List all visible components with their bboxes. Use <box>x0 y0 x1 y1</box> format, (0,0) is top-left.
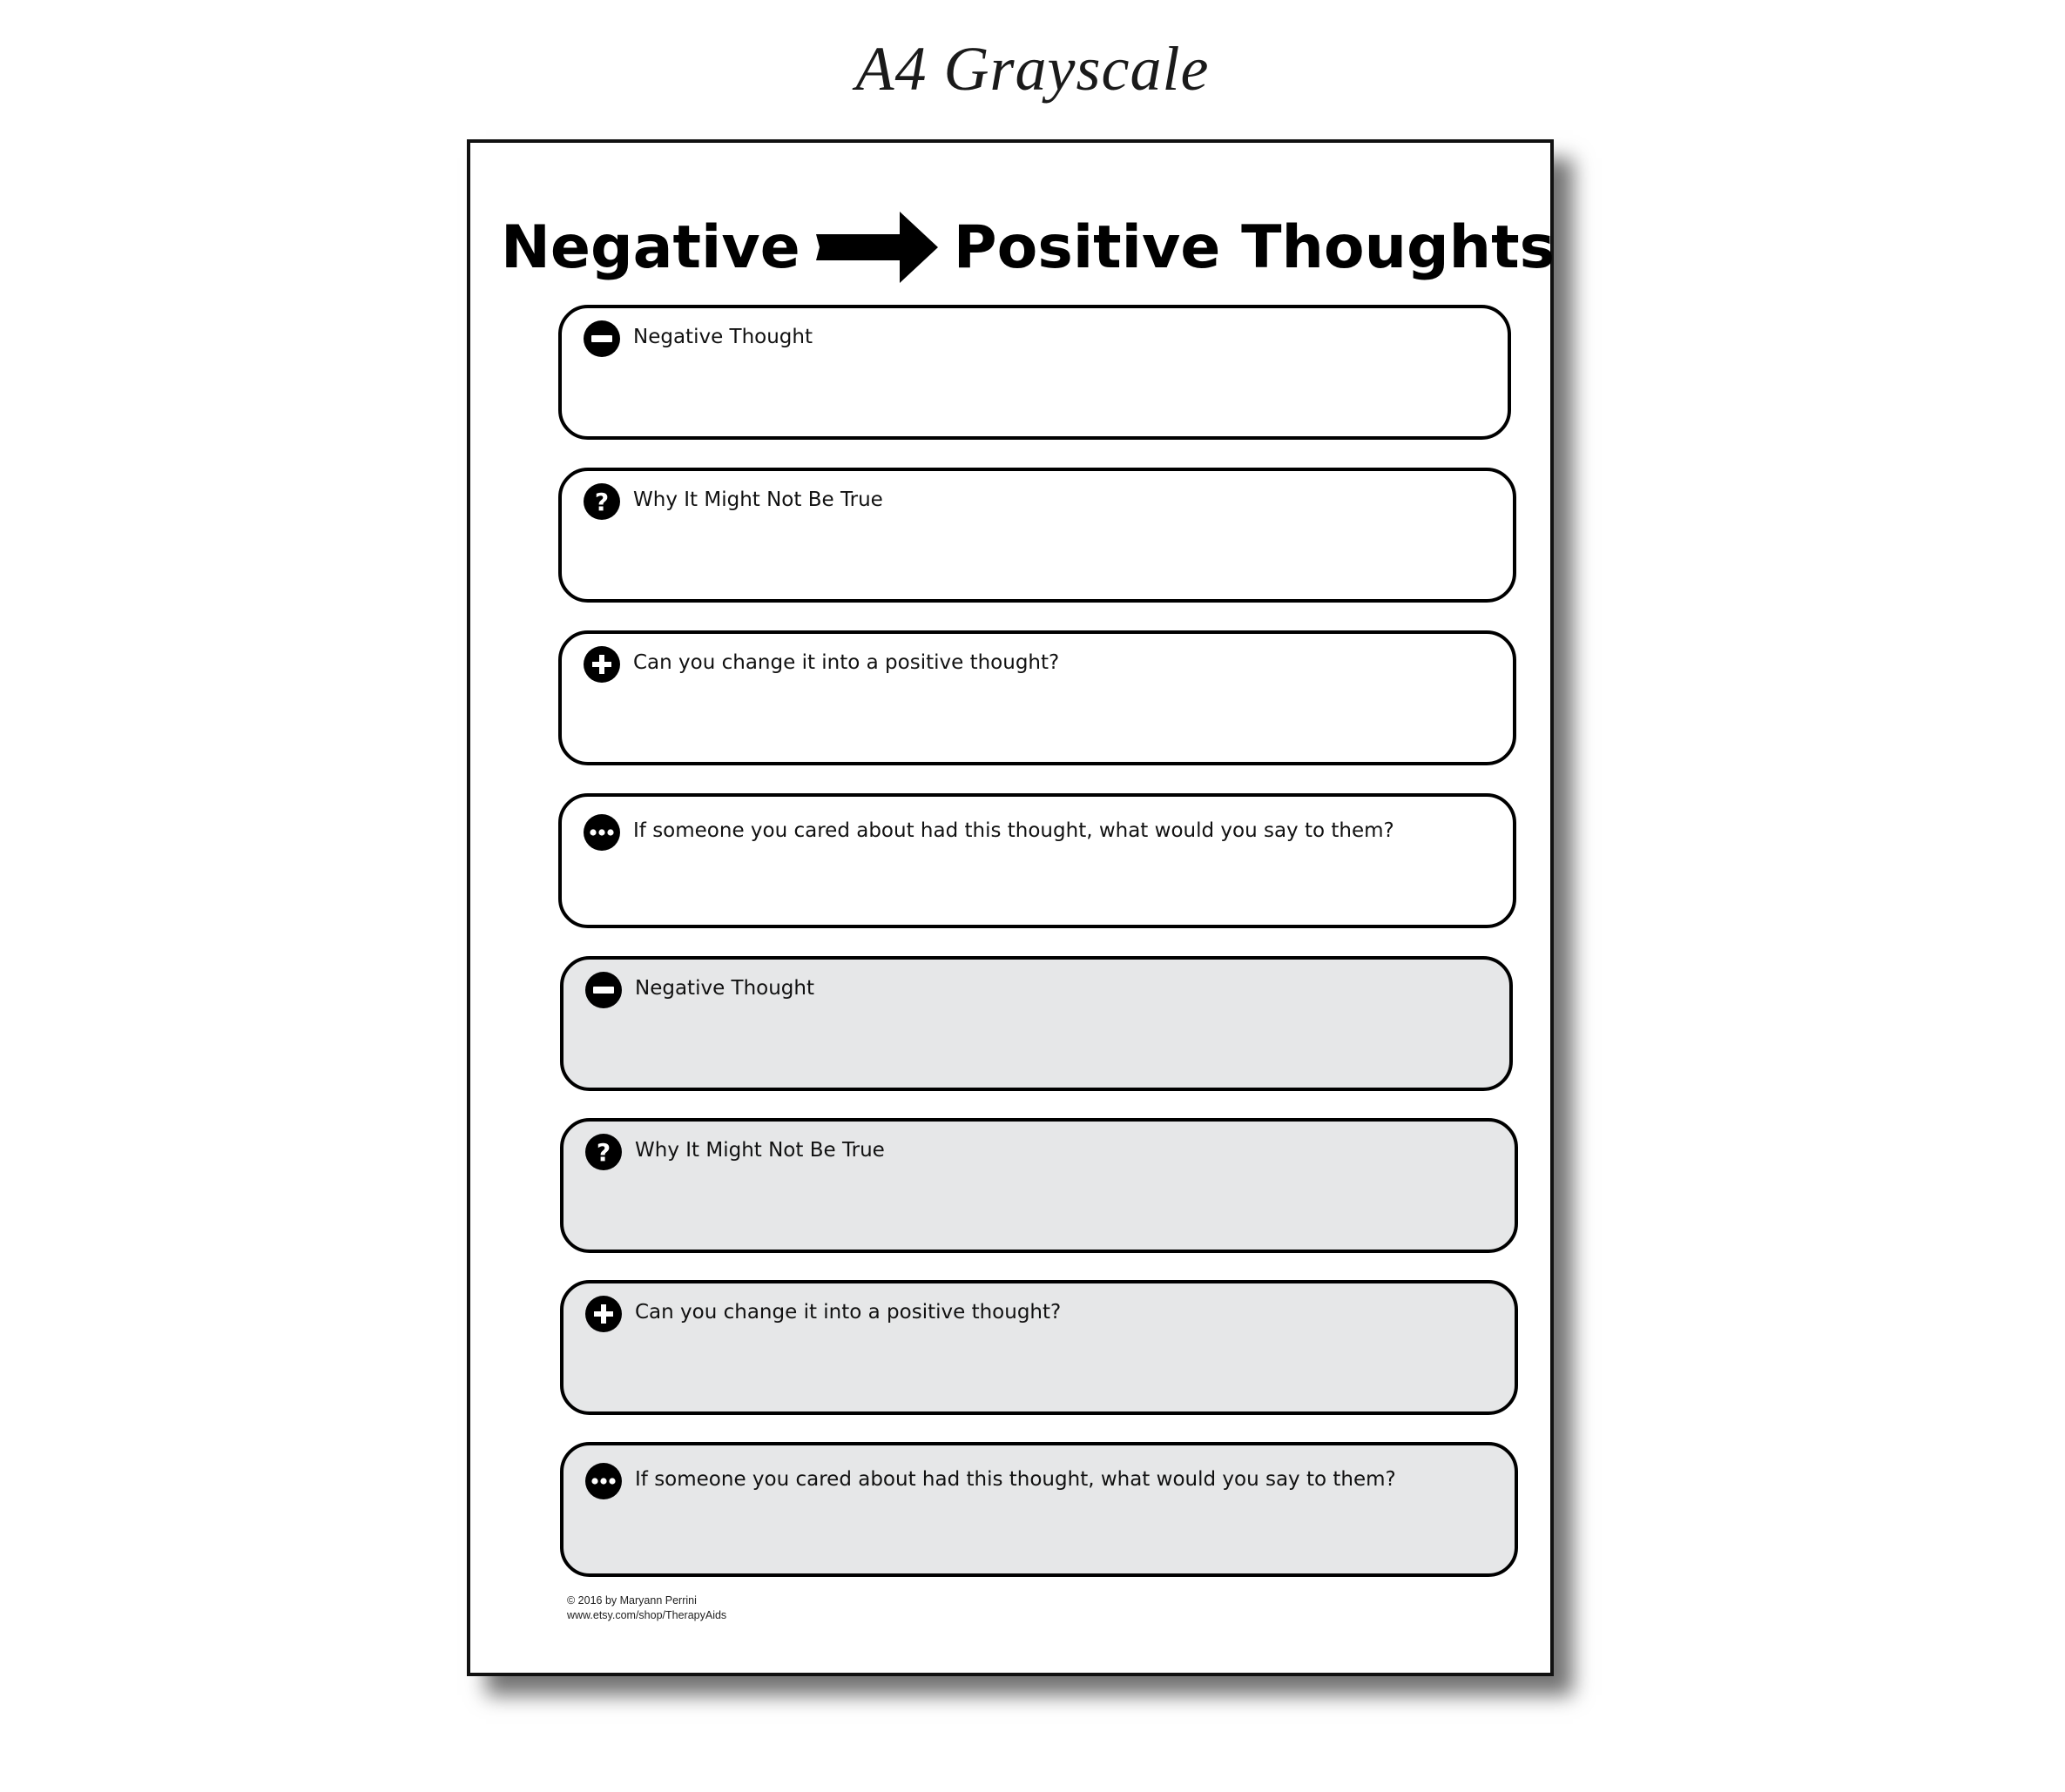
response-box-positive-thought-1[interactable] <box>558 630 1516 765</box>
box-prompt: If someone you cared about had this thought, what would you say to them? <box>633 819 1394 842</box>
shop-url: www.etsy.com/shop/TherapyAids <box>567 1609 727 1621</box>
response-box-caring-perspective-1[interactable] <box>558 793 1516 928</box>
box-prompt: Why It Might Not Be True <box>633 488 883 511</box>
plus-circle-icon <box>585 1296 622 1332</box>
ellipsis-circle-icon <box>585 1463 622 1499</box>
worksheet-footer <box>567 1593 726 1623</box>
right-arrow-icon <box>816 212 938 283</box>
minus-circle-icon <box>585 972 622 1008</box>
box-prompt: Why It Might Not Be True <box>635 1139 885 1162</box>
response-box-why-not-true-2[interactable] <box>560 1118 1518 1253</box>
plus-circle-icon <box>584 646 620 683</box>
box-prompt: If someone you cared about had this thought, what would you say to them? <box>635 1468 1396 1491</box>
response-box-negative-thought-1[interactable] <box>558 305 1511 440</box>
title-left: Negative <box>500 212 800 282</box>
ellipsis-circle-icon <box>584 814 620 851</box>
page-label: A4 Grayscale <box>855 34 1210 104</box>
question-circle-icon <box>584 483 620 520</box>
response-box-why-not-true-1[interactable] <box>558 468 1516 603</box>
response-box-positive-thought-2[interactable] <box>560 1280 1518 1415</box>
copyright-text: © 2016 by Maryann Perrini <box>567 1594 697 1607</box>
minus-circle-icon <box>584 320 620 357</box>
box-prompt: Negative Thought <box>635 977 815 1000</box>
box-prompt: Can you change it into a positive thought? <box>633 651 1060 674</box>
response-box-negative-thought-2[interactable] <box>560 956 1513 1091</box>
question-circle-icon <box>585 1134 622 1170</box>
box-prompt: Can you change it into a positive thought? <box>635 1301 1062 1324</box>
worksheet-sheet <box>467 139 1554 1676</box>
title-right: Positive Thoughts <box>953 212 1555 282</box>
response-box-caring-perspective-2[interactable] <box>560 1442 1518 1577</box>
svg-text:?: ? <box>596 1138 611 1167</box>
worksheet-title <box>488 204 1568 291</box>
box-prompt: Negative Thought <box>633 326 813 348</box>
svg-text:?: ? <box>594 488 610 516</box>
